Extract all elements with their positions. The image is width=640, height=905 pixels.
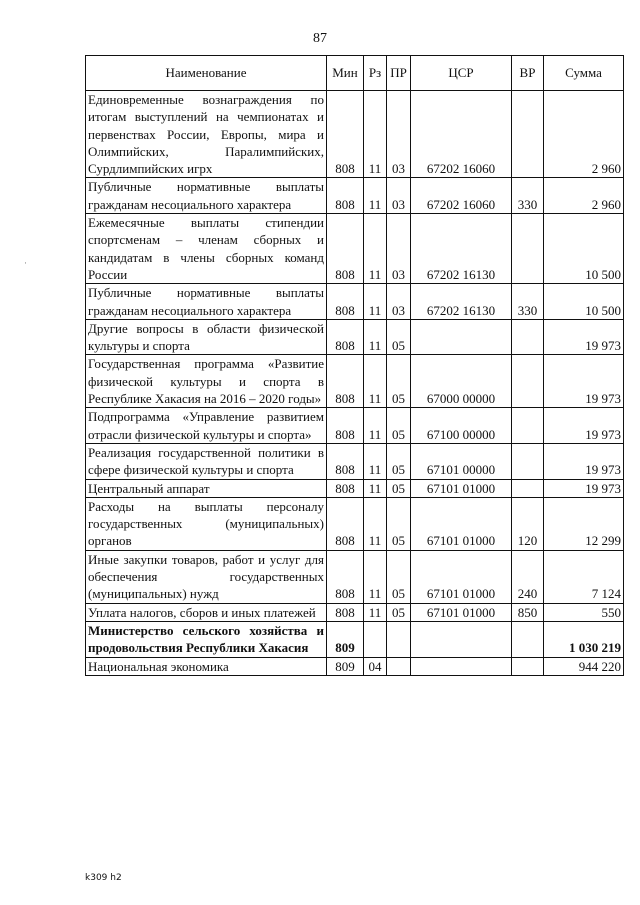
row-sum-cell: 2 960 bbox=[544, 91, 624, 178]
row-name-cell: Ежемесячные выплаты стипендии спортсменам – членам сборных и кандидатам в члены сборных команд России bbox=[86, 214, 327, 284]
row-pr-cell: 05 bbox=[387, 603, 411, 621]
row-pr-cell: 05 bbox=[387, 319, 411, 355]
row-rz-cell: 04 bbox=[364, 657, 387, 675]
table-row bbox=[86, 91, 624, 178]
row-csr-cell: 67101 00000 bbox=[411, 443, 512, 479]
row-vr-cell: 330 bbox=[512, 284, 544, 320]
row-csr-cell: 67101 01000 bbox=[411, 603, 512, 621]
row-min-cell: 808 bbox=[327, 443, 364, 479]
row-csr-cell: 67101 01000 bbox=[411, 497, 512, 550]
row-name-cell: Расходы на выплаты персоналу государственных (муниципальных) органов bbox=[86, 497, 327, 550]
row-name-cell: Публичные нормативные выплаты гражданам несоциального характера bbox=[86, 284, 327, 320]
table-row bbox=[86, 214, 624, 284]
row-pr-cell: 05 bbox=[387, 408, 411, 444]
row-rz-cell: 11 bbox=[364, 443, 387, 479]
row-min-cell: 808 bbox=[327, 214, 364, 284]
row-name-cell: Иные закупки товаров, работ и услуг для обеспечения государственных (муниципальных) нужд bbox=[86, 550, 327, 603]
row-sum-cell: 10 500 bbox=[544, 284, 624, 320]
row-csr-cell: 67202 16060 bbox=[411, 91, 512, 178]
table-header-row bbox=[86, 56, 624, 91]
row-rz-cell: 11 bbox=[364, 214, 387, 284]
row-name-cell: Публичные нормативные выплаты гражданам несоциального характера bbox=[86, 178, 327, 214]
row-min-cell: 808 bbox=[327, 355, 364, 408]
table-row bbox=[86, 657, 624, 675]
header-vr: ВР bbox=[512, 56, 544, 91]
row-rz-cell: 11 bbox=[364, 178, 387, 214]
row-sum-cell: 19 973 bbox=[544, 355, 624, 408]
header-name: Наименование bbox=[86, 56, 327, 91]
row-min-cell: 809 bbox=[327, 621, 364, 657]
row-vr-cell bbox=[512, 479, 544, 497]
row-csr-cell: 67202 16130 bbox=[411, 284, 512, 320]
row-rz-cell: 11 bbox=[364, 550, 387, 603]
header-rz: Рз bbox=[364, 56, 387, 91]
row-min-cell: 808 bbox=[327, 497, 364, 550]
row-csr-cell: 67100 00000 bbox=[411, 408, 512, 444]
row-rz-cell: 11 bbox=[364, 479, 387, 497]
row-vr-cell bbox=[512, 319, 544, 355]
table-row bbox=[86, 621, 624, 657]
row-pr-cell: 03 bbox=[387, 91, 411, 178]
row-pr-cell: 03 bbox=[387, 178, 411, 214]
row-rz-cell: 11 bbox=[364, 497, 387, 550]
row-min-cell: 809 bbox=[327, 657, 364, 675]
row-vr-cell bbox=[512, 621, 544, 657]
row-rz-cell: 11 bbox=[364, 91, 387, 178]
row-name-cell: Государственная программа «Развитие физической культуры и спорта в Республике Хакасия на 2016 – 2020 годы» bbox=[86, 355, 327, 408]
row-rz-cell: 11 bbox=[364, 284, 387, 320]
row-sum-cell: 1 030 219 bbox=[544, 621, 624, 657]
header-pr: ПР bbox=[387, 56, 411, 91]
row-vr-cell bbox=[512, 443, 544, 479]
row-min-cell: 808 bbox=[327, 91, 364, 178]
row-min-cell: 808 bbox=[327, 408, 364, 444]
row-csr-cell: 67101 01000 bbox=[411, 550, 512, 603]
table-row bbox=[86, 319, 624, 355]
row-sum-cell: 550 bbox=[544, 603, 624, 621]
row-csr-cell bbox=[411, 621, 512, 657]
row-sum-cell: 19 973 bbox=[544, 408, 624, 444]
row-vr-cell: 120 bbox=[512, 497, 544, 550]
table-row bbox=[86, 550, 624, 603]
row-name-cell: Национальная экономика bbox=[86, 657, 327, 675]
row-pr-cell bbox=[387, 621, 411, 657]
table-row bbox=[86, 603, 624, 621]
row-pr-cell: 05 bbox=[387, 497, 411, 550]
table-row bbox=[86, 497, 624, 550]
row-rz-cell: 11 bbox=[364, 319, 387, 355]
table-row bbox=[86, 355, 624, 408]
row-csr-cell: 67202 16060 bbox=[411, 178, 512, 214]
row-min-cell: 808 bbox=[327, 479, 364, 497]
row-sum-cell: 19 973 bbox=[544, 479, 624, 497]
row-name-cell: Министерство сельского хозяйства и продовольствия Республики Хакасия bbox=[86, 621, 327, 657]
row-pr-cell: 05 bbox=[387, 443, 411, 479]
row-vr-cell bbox=[512, 355, 544, 408]
row-sum-cell: 19 973 bbox=[544, 443, 624, 479]
row-min-cell: 808 bbox=[327, 284, 364, 320]
row-name-cell: Подпрограмма «Управление развитием отрасли физической культуры и спорта» bbox=[86, 408, 327, 444]
row-min-cell: 808 bbox=[327, 550, 364, 603]
row-sum-cell: 2 960 bbox=[544, 178, 624, 214]
header-sum: Сумма bbox=[544, 56, 624, 91]
row-rz-cell: 11 bbox=[364, 603, 387, 621]
row-csr-cell bbox=[411, 657, 512, 675]
row-csr-cell: 67000 00000 bbox=[411, 355, 512, 408]
row-vr-cell bbox=[512, 214, 544, 284]
row-pr-cell bbox=[387, 657, 411, 675]
row-name-cell: Другие вопросы в области физической культуры и спорта bbox=[86, 319, 327, 355]
row-pr-cell: 03 bbox=[387, 214, 411, 284]
row-pr-cell: 05 bbox=[387, 550, 411, 603]
table-row bbox=[86, 284, 624, 320]
table-row bbox=[86, 408, 624, 444]
header-csr: ЦСР bbox=[411, 56, 512, 91]
header-min: Мин bbox=[327, 56, 364, 91]
row-csr-cell bbox=[411, 319, 512, 355]
row-sum-cell: 12 299 bbox=[544, 497, 624, 550]
table-row bbox=[86, 178, 624, 214]
footer-code: k309 h2 bbox=[85, 873, 122, 883]
row-rz-cell bbox=[364, 621, 387, 657]
row-name-cell: Единовременные вознаграждения по итогам выступлений на чемпионатах и первенствах России, Европы, мира и Олимпийских, Паралимпийских, Сурдлимпийских игрх bbox=[86, 91, 327, 178]
row-pr-cell: 03 bbox=[387, 284, 411, 320]
row-csr-cell: 67202 16130 bbox=[411, 214, 512, 284]
row-vr-cell bbox=[512, 91, 544, 178]
row-min-cell: 808 bbox=[327, 603, 364, 621]
row-name-cell: Центральный аппарат bbox=[86, 479, 327, 497]
table-row bbox=[86, 479, 624, 497]
row-vr-cell: 240 bbox=[512, 550, 544, 603]
row-pr-cell: 05 bbox=[387, 355, 411, 408]
row-name-cell: Реализация государственной политики в сфере физической культуры и спорта bbox=[86, 443, 327, 479]
row-rz-cell: 11 bbox=[364, 355, 387, 408]
table-row bbox=[86, 443, 624, 479]
row-vr-cell: 330 bbox=[512, 178, 544, 214]
row-rz-cell: 11 bbox=[364, 408, 387, 444]
page-number: 87 bbox=[313, 31, 327, 46]
row-csr-cell: 67101 01000 bbox=[411, 479, 512, 497]
row-min-cell: 808 bbox=[327, 178, 364, 214]
row-vr-cell bbox=[512, 657, 544, 675]
row-pr-cell: 05 bbox=[387, 479, 411, 497]
margin-mark: · bbox=[24, 258, 27, 268]
row-min-cell: 808 bbox=[327, 319, 364, 355]
row-sum-cell: 10 500 bbox=[544, 214, 624, 284]
row-vr-cell bbox=[512, 408, 544, 444]
row-sum-cell: 944 220 bbox=[544, 657, 624, 675]
budget-table bbox=[85, 55, 624, 676]
row-vr-cell: 850 bbox=[512, 603, 544, 621]
row-sum-cell: 19 973 bbox=[544, 319, 624, 355]
row-sum-cell: 7 124 bbox=[544, 550, 624, 603]
row-name-cell: Уплата налогов, сборов и иных платежей bbox=[86, 603, 327, 621]
